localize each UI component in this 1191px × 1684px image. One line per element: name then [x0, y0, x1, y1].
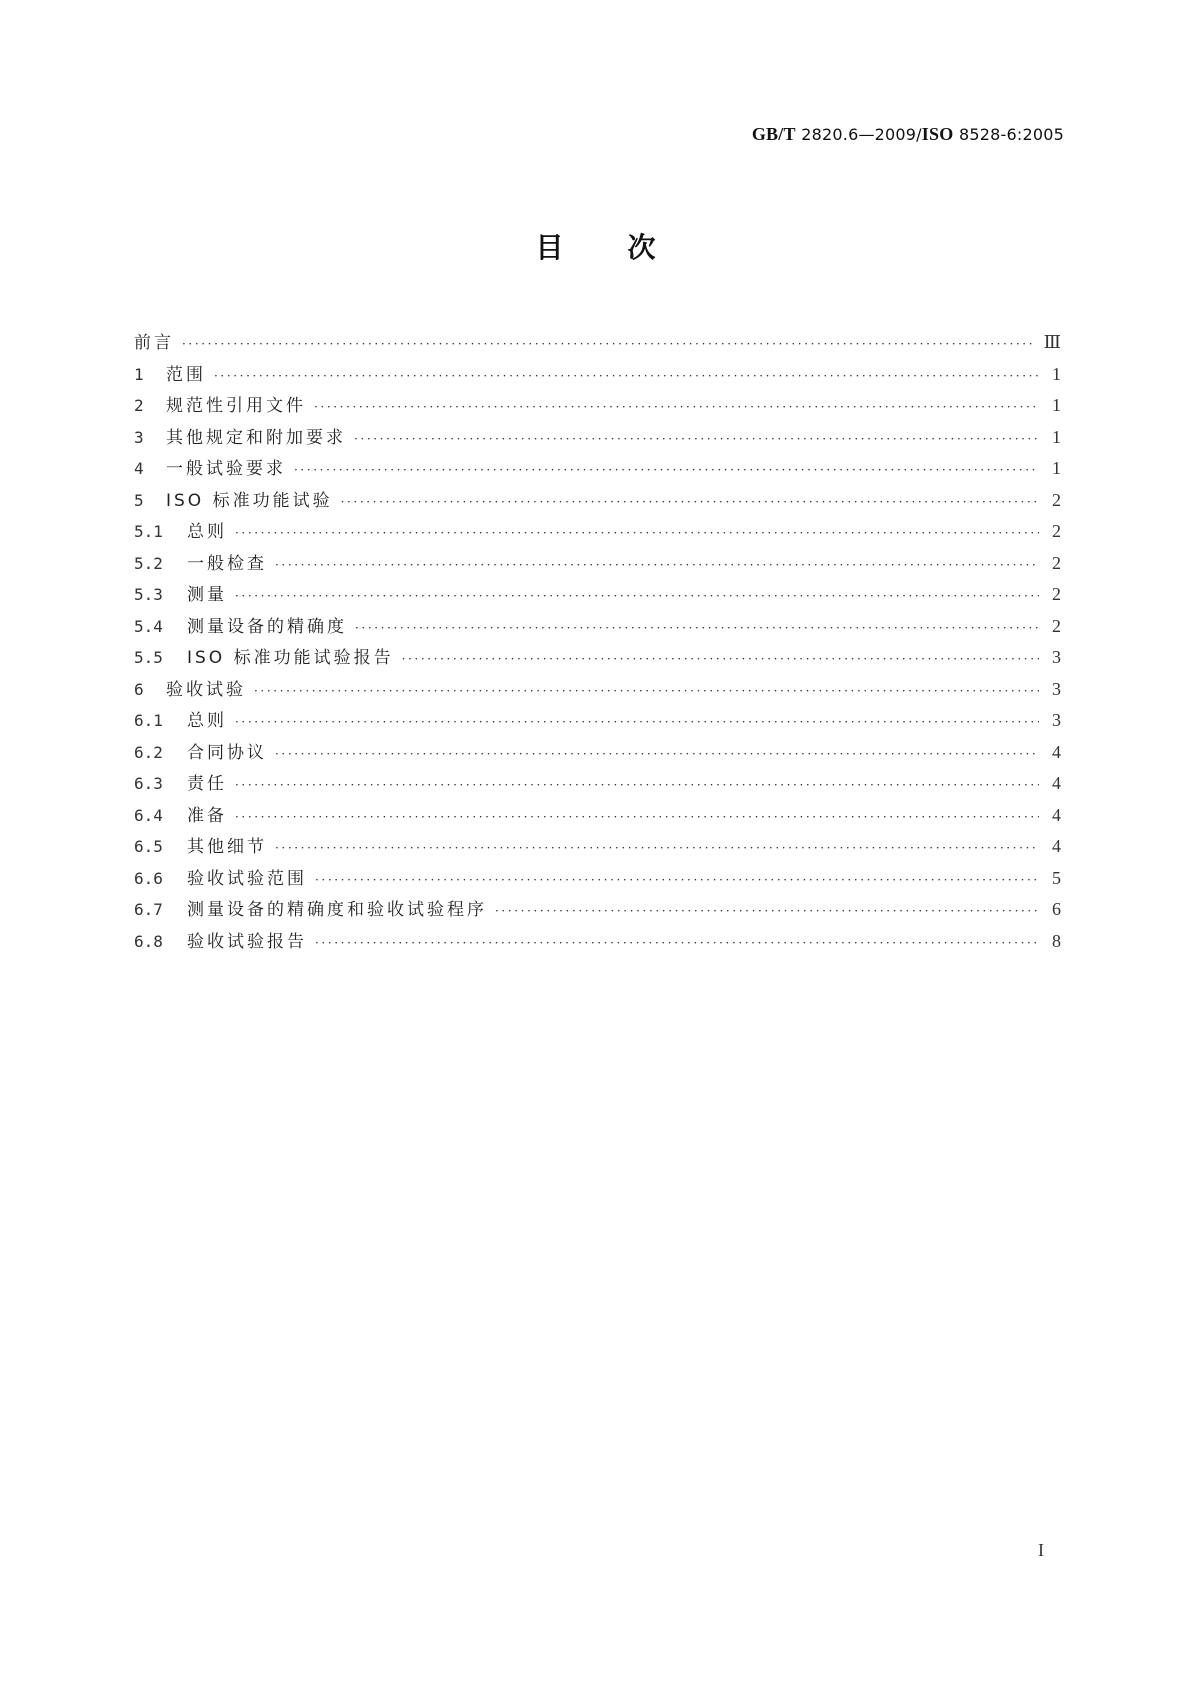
toc-entry[interactable] — [134, 391, 1061, 423]
toc-entry-title: 其他细节 — [187, 837, 267, 857]
toc-entry-number: 1 — [134, 364, 144, 384]
toc-entry-title: 总则 — [187, 522, 227, 542]
toc-entry-title: 总则 — [187, 711, 227, 731]
toc-entry-page: 2 — [1052, 615, 1061, 636]
toc-entry-number: 6.7 — [134, 900, 163, 919]
leader-dots — [341, 495, 1039, 509]
toc-entry[interactable] — [134, 801, 1061, 833]
toc-entry-title: 前言 — [134, 333, 174, 353]
toc-entry[interactable] — [134, 738, 1061, 770]
toc-entry-foreword[interactable] — [134, 328, 1061, 360]
toc-entry-page: 8 — [1052, 930, 1061, 951]
toc-entry[interactable] — [134, 549, 1061, 581]
toc-entry-page: 3 — [1052, 678, 1061, 699]
toc-entry-page: 4 — [1052, 804, 1061, 825]
leader-dots — [235, 810, 1039, 824]
toc-entry-title: 准备 — [187, 805, 227, 826]
toc-entry-title: 测量设备的精确度 — [187, 616, 347, 637]
toc-entry-title: 范围 — [166, 364, 206, 385]
toc-entry-title: ISO 标准功能试验 — [166, 490, 333, 511]
toc-entry[interactable] — [134, 580, 1061, 612]
standard-number: 2820.6—2009/ — [801, 125, 922, 144]
iso-number: 8528-6:2005 — [959, 125, 1064, 144]
toc-entry-title: 验收试验 — [166, 679, 246, 700]
toc-entry-title: 验收试验范围 — [187, 868, 307, 889]
toc-entry-page: 4 — [1052, 836, 1061, 856]
toc-entry-title: 一般检查 — [187, 553, 267, 574]
toc-entry[interactable] — [134, 832, 1061, 864]
toc-entry-number: 5.2 — [134, 553, 163, 573]
toc-entry-page: 4 — [1052, 773, 1061, 793]
toc-entry[interactable] — [134, 454, 1061, 486]
leader-dots — [275, 747, 1039, 761]
leader-dots — [354, 432, 1039, 446]
toc-entry[interactable] — [134, 423, 1061, 455]
leader-dots — [314, 400, 1039, 414]
toc-entry[interactable] — [134, 517, 1061, 549]
toc-entry-title: ISO 标准功能试验报告 — [187, 648, 394, 668]
toc-entry[interactable] — [134, 769, 1061, 801]
toc-entry-number: 6.1 — [134, 711, 163, 730]
leader-dots — [294, 463, 1039, 477]
title-char-2: 次 — [627, 231, 656, 264]
toc-entry-page: 4 — [1052, 741, 1061, 762]
leader-dots — [275, 558, 1039, 572]
leader-dots — [182, 337, 1034, 351]
toc-entry-number: 6.8 — [134, 931, 163, 951]
standard-code-header — [752, 124, 1064, 145]
leader-dots — [402, 652, 1039, 666]
leader-dots — [254, 684, 1039, 698]
toc-entry-number: 6.6 — [134, 868, 163, 888]
leader-dots — [235, 778, 1039, 792]
toc-entry-number: 6.4 — [134, 805, 163, 825]
toc-entry-page: 1 — [1052, 458, 1061, 478]
toc-entry[interactable] — [134, 643, 1061, 675]
toc-entry-title: 一般试验要求 — [166, 459, 286, 479]
toc-entry-title: 验收试验报告 — [187, 931, 307, 952]
toc-entry-page: 1 — [1052, 395, 1061, 415]
leader-dots — [315, 936, 1039, 950]
leader-dots — [214, 369, 1039, 383]
toc-entry-number: 6.3 — [134, 774, 163, 793]
page-title — [0, 226, 1191, 266]
toc-entry-number: 5 — [134, 490, 144, 510]
toc-entry[interactable] — [134, 486, 1061, 518]
toc-entry-number: 5.1 — [134, 522, 163, 541]
toc-entry-title: 其他规定和附加要求 — [166, 427, 346, 448]
toc-entry-number: 5.5 — [134, 648, 163, 667]
toc-entry-page: 1 — [1052, 426, 1061, 447]
toc-entry-page: 1 — [1052, 363, 1061, 384]
toc-entry-page: 3 — [1052, 710, 1061, 730]
title-char-1: 目 — [535, 231, 564, 264]
toc-entry[interactable] — [134, 895, 1061, 927]
leader-dots — [355, 621, 1039, 635]
standard-prefix: GB/T — [751, 124, 796, 144]
toc-entry-number: 4 — [134, 459, 144, 478]
toc-entry-number: 5.4 — [134, 616, 163, 636]
toc-entry[interactable] — [134, 706, 1061, 738]
toc-entry-page: 3 — [1052, 647, 1061, 667]
toc-entry-page: Ⅲ — [1043, 332, 1061, 352]
toc-entry[interactable] — [134, 864, 1061, 896]
table-of-contents — [134, 328, 1061, 958]
page-number: I — [1038, 1540, 1044, 1560]
leader-dots — [235, 526, 1039, 540]
leader-dots — [495, 904, 1039, 918]
leader-dots — [235, 715, 1039, 729]
leader-dots — [315, 873, 1039, 887]
toc-entry-number: 2 — [134, 396, 144, 415]
toc-entry-page: 2 — [1052, 552, 1061, 573]
toc-entry-title: 测量 — [187, 585, 227, 605]
toc-entry-number: 6 — [134, 679, 144, 699]
toc-entry[interactable] — [134, 612, 1061, 644]
toc-entry-number: 5.3 — [134, 585, 163, 604]
toc-entry-number: 6.2 — [134, 742, 163, 762]
toc-entry-title: 责任 — [187, 774, 227, 794]
toc-entry[interactable] — [134, 360, 1061, 392]
toc-entry-title: 测量设备的精确度和验收试验程序 — [187, 900, 487, 920]
toc-entry[interactable] — [134, 927, 1061, 959]
toc-entry-page: 2 — [1052, 489, 1061, 510]
toc-entry-number: 6.5 — [134, 837, 163, 856]
leader-dots — [235, 589, 1039, 603]
toc-entry-page: 6 — [1052, 899, 1061, 919]
toc-entry-page: 2 — [1052, 584, 1061, 604]
toc-entry-title: 规范性引用文件 — [166, 396, 306, 416]
toc-entry-page: 5 — [1052, 867, 1061, 888]
toc-entry-page: 2 — [1052, 521, 1061, 541]
leader-dots — [275, 841, 1039, 855]
toc-entry-number: 3 — [134, 427, 144, 447]
iso-prefix: ISO — [921, 124, 954, 144]
toc-entry[interactable] — [134, 675, 1061, 707]
toc-entry-title: 合同协议 — [187, 742, 267, 763]
